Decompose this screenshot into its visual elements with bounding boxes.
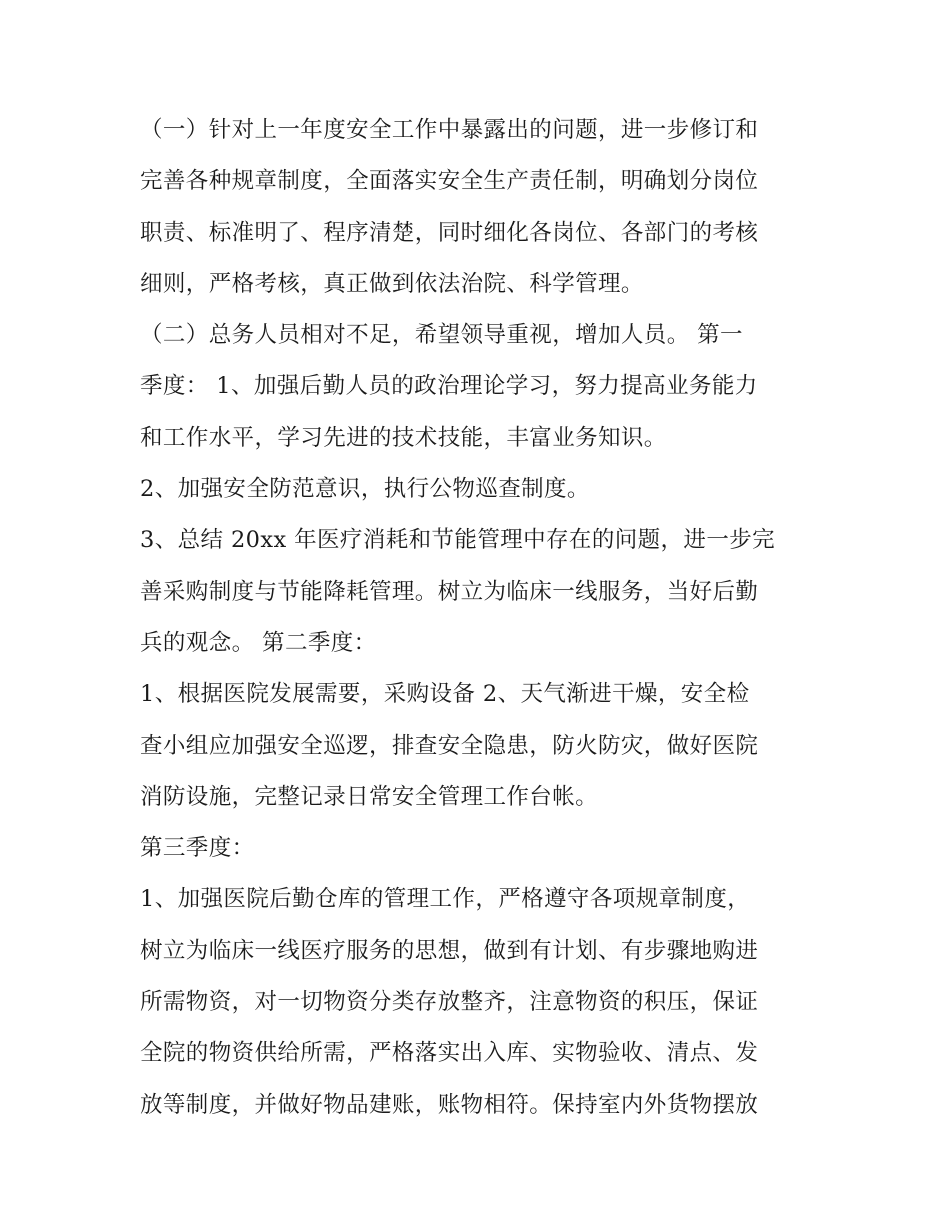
text-line: 和工作水平，学习先进的技术技能，丰富业务知识。 (140, 424, 667, 451)
text-line: （一）针对上一年度安全工作中暴露出的问题，进一步修订和 (140, 117, 759, 143)
text-line: 树立为临床一线医疗服务的思想，做到有计划、有步骤地购进 (140, 937, 759, 964)
text-line: 2、加强安全防范意识，执行公物巡查制度。 (140, 476, 590, 503)
text-line: 3、总结 20xx 年医疗消耗和节能管理中存在的问题，进一步完 (140, 527, 776, 554)
text-line: 1、加强医院后勤仓库的管理工作，严格遵守各项规章制度， (140, 886, 751, 913)
text-line: 所需物资，对一切物资分类存放整齐，注意物资的积压，保证 (140, 989, 759, 1016)
text-line: 细则，严格考核，真正做到依法治院、科学管理。 (140, 270, 644, 297)
text-line: 第三季度： (140, 835, 255, 862)
text-line: 全院的物资供给所需，严格落实出入库、实物验收、清点、发 (140, 1040, 759, 1067)
text-line: 1、根据医院发展需要，采购设备 2、天气渐进干燥，安全检 (140, 681, 750, 708)
text-line: 季度： 1、加强后勤人员的政治理论学习，努力提高业务能力 (140, 373, 758, 400)
document-body (140, 108, 820, 1134)
text-line: 善采购制度与节能降耗管理。树立为临床一线服务，当好后勤 (140, 578, 759, 605)
text-line: 职责、标准明了、程序清楚，同时细化各岗位、各部门的考核 (140, 219, 759, 246)
text-line: 完善各种规章制度，全面落实安全生产责任制，明确划分岗位 (140, 168, 759, 195)
text-line: （二）总务人员相对不足，希望领导重视，增加人员。 第一 (140, 322, 743, 349)
text-line: 放等制度，并做好物品建账，账物相符。保持室内外货物摆放 (140, 1091, 759, 1118)
text-line: 兵的观念。 第二季度： (140, 629, 377, 656)
text-line: 查小组应加强安全巡逻，排查安全隐患，防火防灾，做好医院 (140, 732, 759, 759)
text-line: 消防设施，完整记录日常安全管理工作台帐。 (140, 783, 599, 810)
